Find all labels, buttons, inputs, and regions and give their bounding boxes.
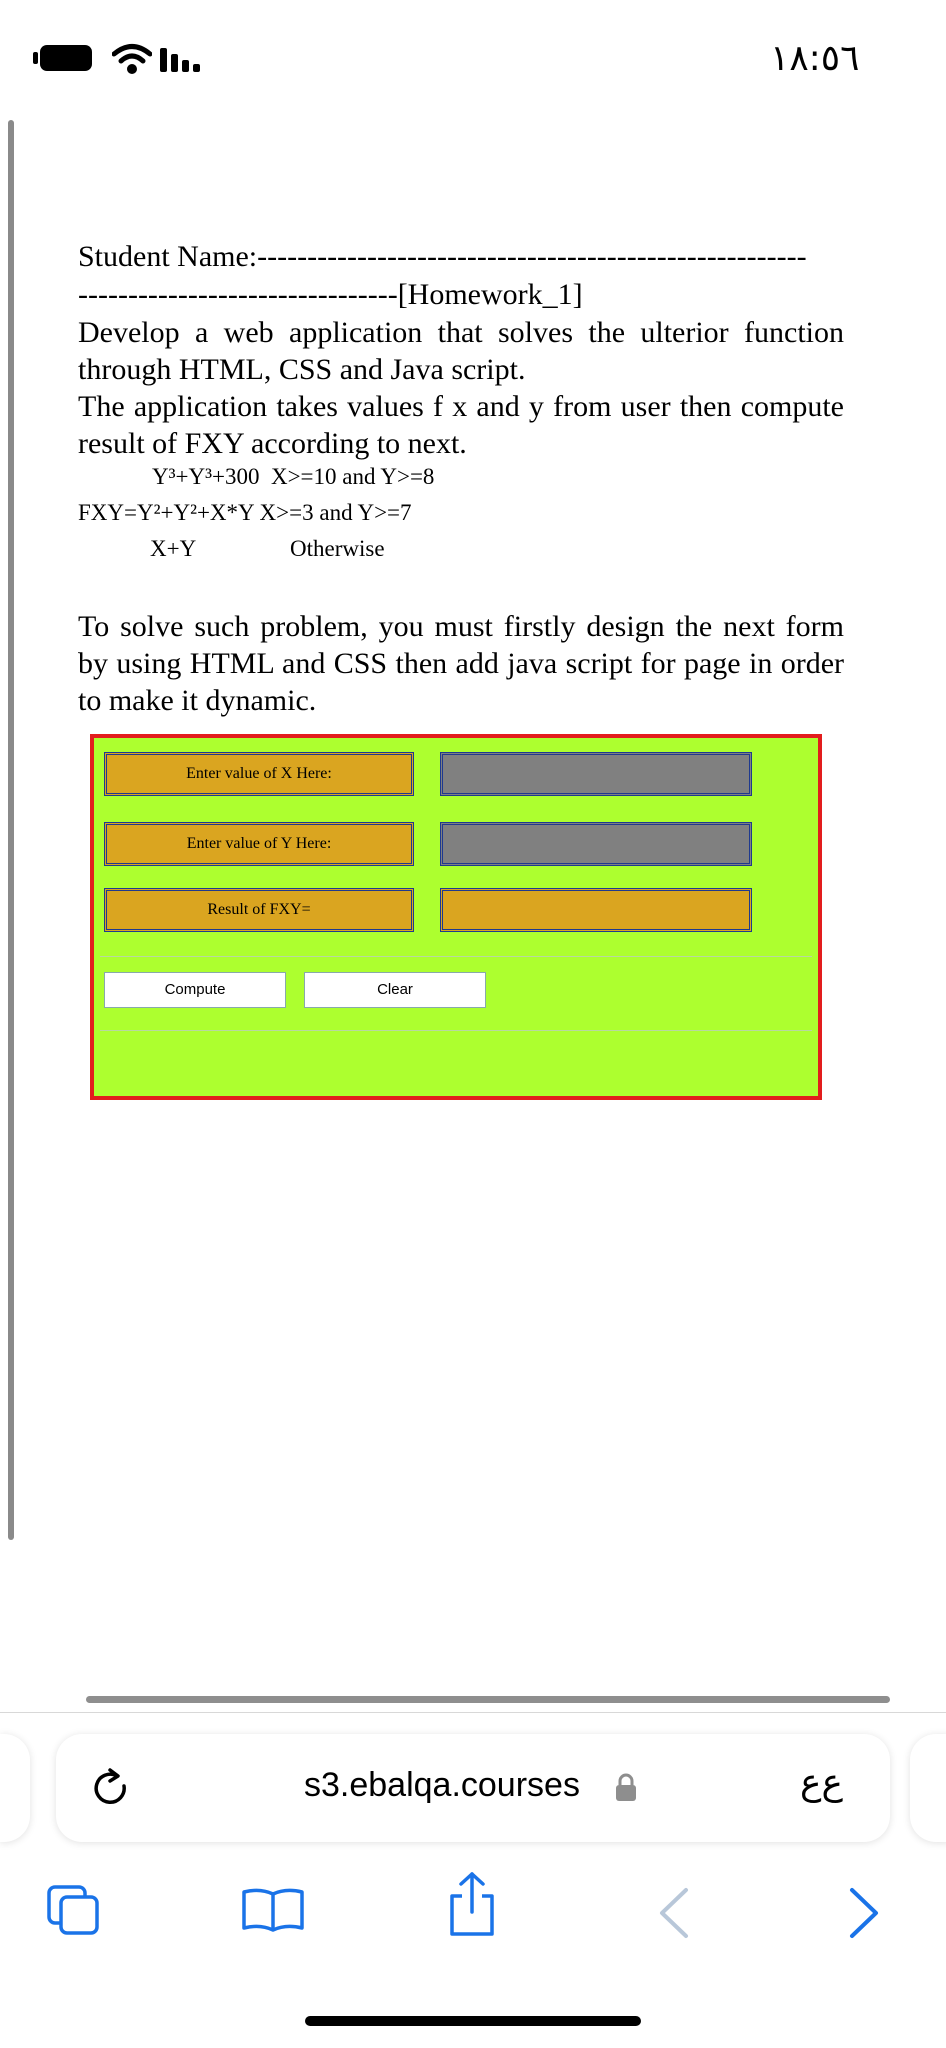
battery-icon (40, 45, 92, 71)
forward-icon[interactable] (846, 1886, 882, 1940)
x-input[interactable] (440, 752, 752, 796)
equation-row-3-cond: Otherwise (290, 536, 385, 561)
previous-tab-edge[interactable] (0, 1734, 30, 1842)
back-icon[interactable] (656, 1886, 692, 1940)
url-text[interactable]: s3.ebalqa.courses (304, 1766, 580, 1804)
result-label: Result of FXY= (207, 901, 311, 918)
homework-title: --------------------------------[Homework_1] (78, 278, 583, 311)
toolbar-divider (0, 1712, 946, 1713)
y-label: Enter value of Y Here: (186, 835, 332, 852)
y-input[interactable] (440, 822, 752, 866)
font-size-button[interactable]: ﻉﻉ (800, 1762, 843, 1803)
tabs-icon[interactable] (46, 1884, 102, 1936)
form-divider-2 (100, 1030, 812, 1031)
home-indicator[interactable] (305, 2016, 641, 2026)
scroll-indicator[interactable] (8, 120, 14, 1540)
battery-tip (33, 52, 38, 64)
result-label-box (104, 888, 414, 932)
task-paragraph-2: The application takes values f x and y from user then compute result of FXY according to next. (78, 390, 844, 460)
y-label-box (104, 822, 414, 866)
x-label: Enter value of X Here: (186, 765, 332, 782)
x-label-box (104, 752, 414, 796)
form-divider (100, 956, 812, 957)
equation-row-1: Y³+Y³+300 X>=10 and Y>=8 (152, 464, 435, 489)
signal-icon (160, 46, 206, 72)
bookmarks-icon[interactable] (240, 1886, 306, 1934)
clear-button[interactable]: Clear (304, 972, 486, 1008)
student-name-line: Student Name:------------------------------------------------------- (78, 240, 807, 273)
share-icon[interactable] (444, 1870, 500, 1938)
next-tab-edge[interactable] (910, 1734, 946, 1842)
task-paragraph: Develop a web application that solves the ulterior function through HTML, CSS and Java script. (78, 316, 844, 386)
homework-form (90, 734, 822, 1100)
status-time: ١٨:٥٦ (770, 38, 860, 79)
equation-row-3-expr: X+Y (150, 536, 197, 561)
wifi-icon (112, 43, 152, 75)
compute-button[interactable]: Compute (104, 972, 286, 1008)
reload-icon[interactable] (88, 1766, 134, 1812)
equation-row-2: FXY=Y²+Y²+X*Y X>=3 and Y>=7 (78, 500, 412, 525)
result-output[interactable] (440, 888, 752, 932)
instructions-paragraph: To solve such problem, you must firstly design the next form by using HTML and CSS then add java script for page in order to make it dynamic. (78, 610, 844, 717)
lock-icon (614, 1772, 638, 1802)
page-scroll-bar[interactable] (86, 1696, 890, 1703)
